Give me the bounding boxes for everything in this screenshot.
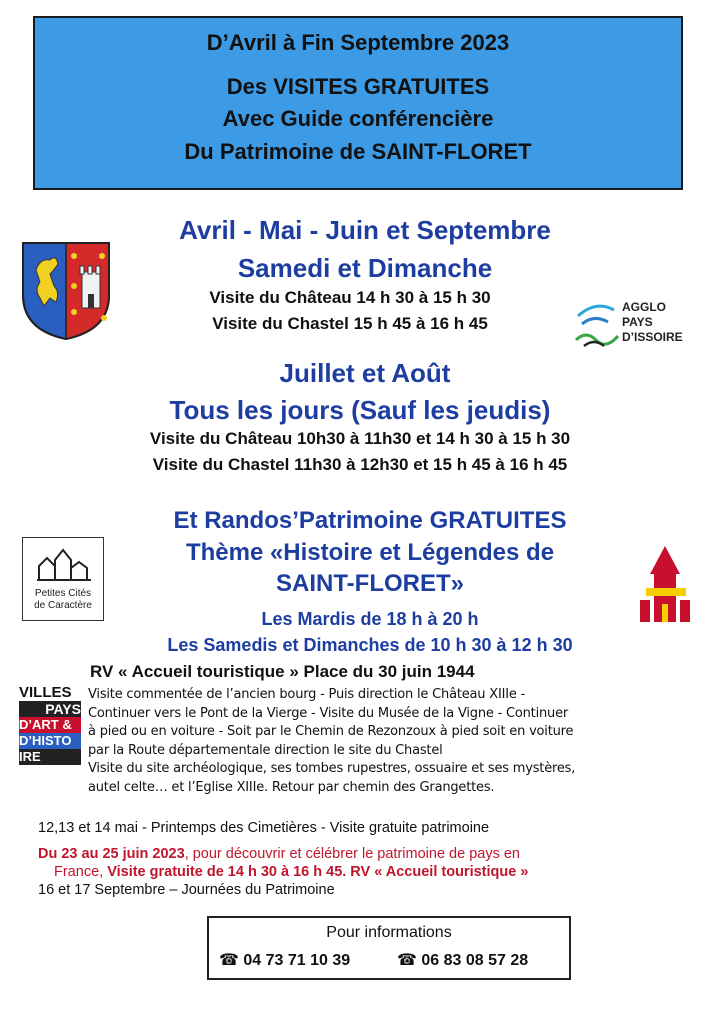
description-line: à pied ou en voiture - Soit par le Chemin de Rezonzoux à pied soit en voiture (88, 724, 574, 739)
section3-theme: Thème «Histoire et Légendes de (185, 539, 555, 566)
villes-line-4: D’HISTO (19, 733, 81, 749)
header-banner (33, 16, 683, 190)
description-line: Visite commentée de l’ancien bourg - Puis direction le Château XIIIe - (88, 687, 526, 702)
section1-visit-chastel: Visite du Chastel 15 h 45 à 16 h 45 (212, 314, 488, 333)
section3-weekend: Les Samedis et Dimanches de 10 h 30 à 12 h 30 (167, 635, 573, 655)
villes-line-3: D’ART & (19, 717, 81, 733)
petites-cites-logo (22, 537, 104, 621)
section1-days: Samedi et Dimanche (237, 253, 493, 283)
agglo-logo-text (622, 300, 683, 345)
petites-cites-line-2: de Caractère (34, 600, 92, 611)
section1-visit-chateau: Visite du Château 14 h 30 à 15 h 30 (209, 288, 491, 307)
pays-text-2: France, (54, 864, 108, 880)
phone-icon: ☎ (219, 952, 239, 969)
contact-title: Pour informations (326, 924, 452, 941)
section3-rv: RV « Accueil touristique » Place du 30 juin 1944 (90, 662, 475, 681)
petites-cites-line-1: Petites Cités (34, 588, 92, 599)
village-icon (35, 546, 93, 584)
description-line: autel celte… et l’Eglise XIIIe. Retour par chemin des Grangettes. (88, 779, 495, 795)
villes-line-2: PAYS (19, 701, 81, 717)
agglo-line-3: D’ISSOIRE (622, 330, 683, 344)
section2-visit-chastel: Visite du Chastel 11h30 à 12h30 et 15 h 45 à 16 h 45 (152, 455, 568, 474)
header-line-2: Des VISITES GRATUITES (226, 74, 490, 99)
pays-dates: Du 23 au 25 juin 2023 (38, 846, 185, 862)
contact-phone-2[interactable] (397, 950, 528, 970)
description-line: Continuer vers le Pont de la Vierge - Visite du Musée de la Vigne - Continuer (88, 705, 569, 721)
villes-line-1: VILLES (19, 685, 81, 701)
header-line-3: Avec Guide conférencière (222, 106, 494, 131)
agglo-line-1: AGGLO (622, 300, 666, 314)
villes-art-histoire-logo (19, 685, 81, 767)
agglo-line-2: PAYS (622, 315, 653, 329)
contact-phone-1[interactable] (219, 950, 350, 970)
contact-box (207, 916, 571, 980)
agglo-logo-icon (574, 300, 620, 348)
villes-line-5: IRE (19, 749, 81, 765)
section3-tuesday: Les Mardis de 18 h à 20 h (261, 609, 479, 629)
section3-description (88, 686, 718, 797)
header-line-4: Du Patrimoine de SAINT-FLORET (184, 139, 532, 164)
section3-theme-name: SAINT-FLORET» (275, 570, 464, 597)
section3-title: Et Randos’Patrimoine GRATUITES (173, 507, 567, 534)
pays-visit: Visite gratuite de 14 h 30 à 16 h 45. RV « Accueil touristique » (107, 864, 529, 880)
header-line-1: D’Avril à Fin Septembre 2023 (206, 30, 510, 55)
coat-of-arms-icon (20, 240, 112, 342)
section2-days: Tous les jours (Sauf les jeudis) (169, 395, 551, 425)
event-patrimoine-pays (38, 845, 708, 881)
phone-icon: ☎ (397, 952, 417, 969)
section2-title: Juillet et Août (279, 358, 451, 388)
event-journees: 16 et 17 Septembre – Journées du Patrimoine (38, 882, 335, 898)
phone-number-1: 04 73 71 10 39 (243, 952, 351, 969)
section2-visit-chateau: Visite du Château 10h30 à 11h30 et 14 h 30 à 15 h 30 (149, 429, 571, 448)
tower-logo-icon (636, 544, 694, 626)
section1-title: Avril - Mai - Juin et Septembre (179, 215, 551, 245)
pays-text-1: , pour découvrir et célébrer le patrimoine de pays en (184, 846, 520, 862)
phone-number-2: 06 83 08 57 28 (421, 952, 529, 969)
description-line: Visite du site archéologique, ses tombes rupestres, ossuaire et ses mystères, (88, 761, 576, 776)
event-cimetieres: 12,13 et 14 mai - Printemps des Cimetières - Visite gratuite patrimoine (38, 820, 490, 836)
description-line: par la Route départementale direction le site du Chastel (88, 742, 443, 758)
